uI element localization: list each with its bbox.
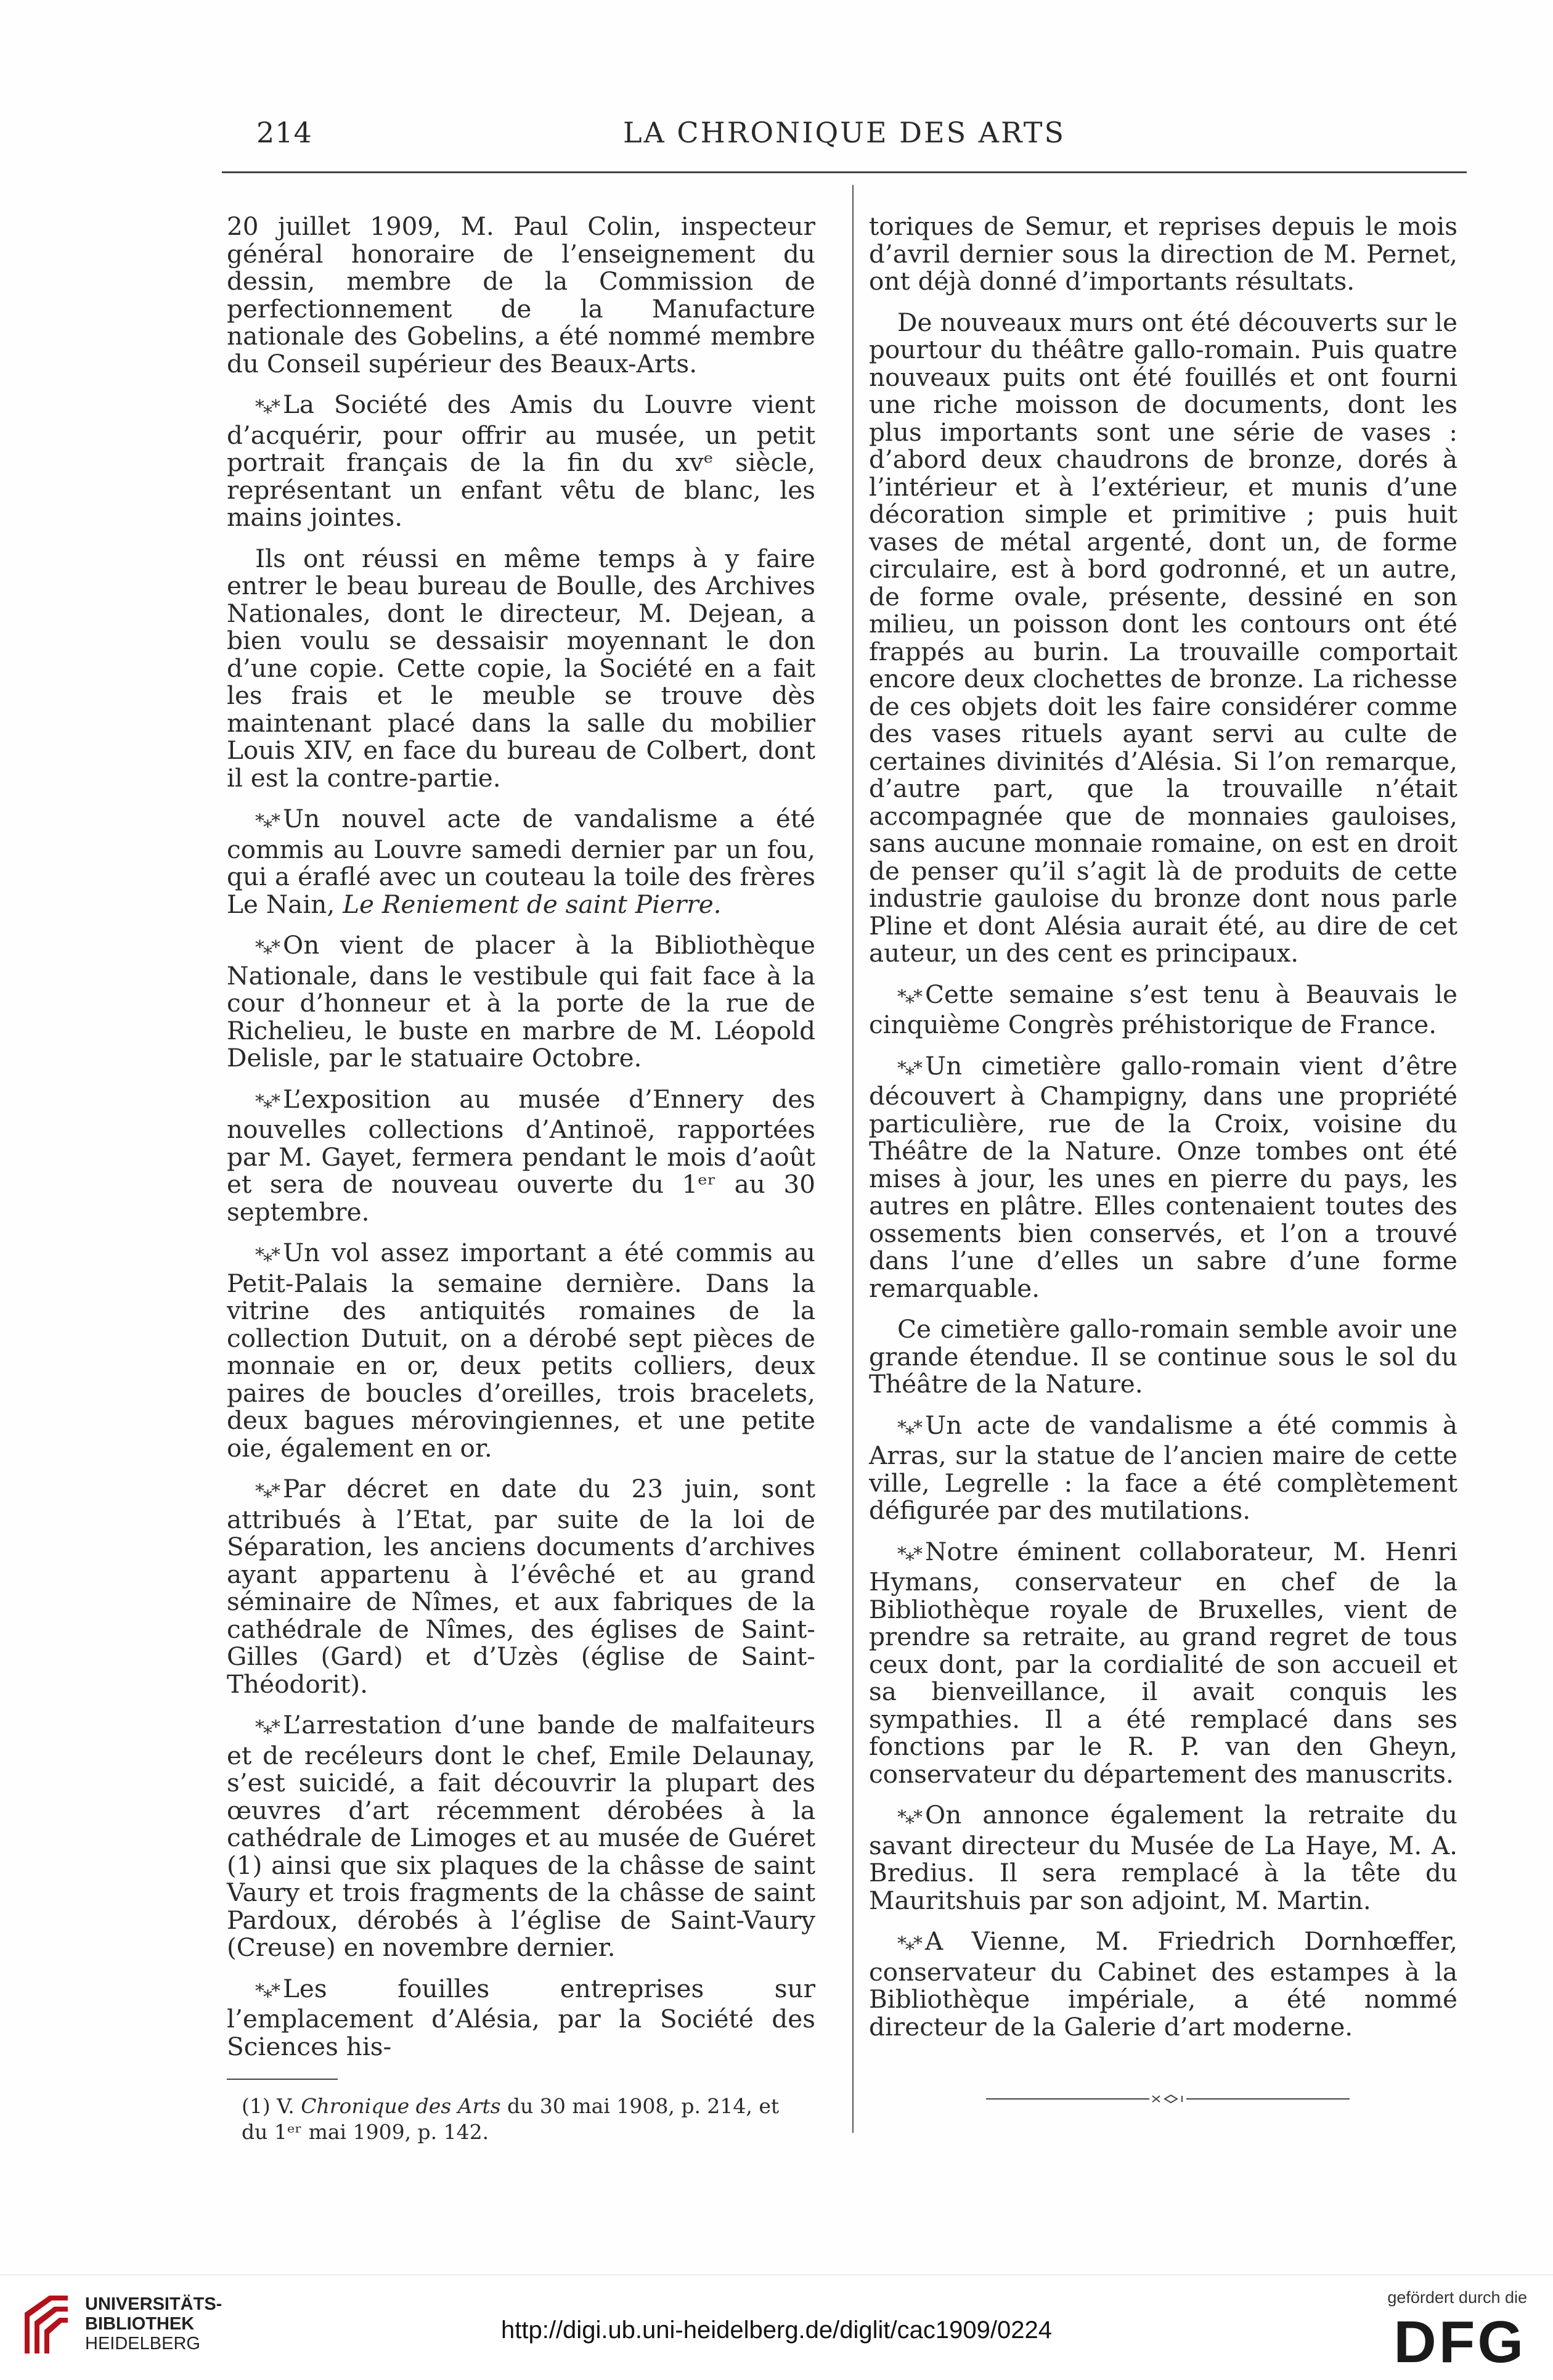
asterism: *⁎* (255, 1717, 279, 1738)
paragraph-colin: 20 juillet 1909, M. Paul Colin, inspecteur général honoraire de l’enseignement du dessin, membre de la Commission de perfectionnement de la Manufacture nationale des Gobelins, a été nommé membre du Conseil supérieur des Beaux-Arts. (227, 211, 815, 378)
page-header (222, 116, 1467, 159)
paragraph-bredius: *⁎* On annonce également la retraite du savant directeur du Musée de La Haye, M. A. Bredius. Il sera remplacé à la tête du Mauritshuis par son adjoint, M. Martin. (869, 1800, 1457, 1915)
running-title: LA CHRONIQUE DES ARTS (623, 116, 1066, 149)
paragraph-cimetiere-champigny: *⁎* Un cimetière gallo-romain vient d’être découvert à Champigny, dans une propriété particulière, rue de la Croix, voisine du Théâtre de la Nature. Onze tombes ont été mises à jour, les unes en pierre du pays, les autres en plâtre. Elles contenaient toutes des ossements bien conservés, et l’on a trouvé dans l’une d’elles un sabre d’une forme remarquable. (869, 1050, 1457, 1303)
paragraph-bureau-boulle: Ils ont réussi en même temps à y faire entrer le beau bureau de Boulle, des Archives Nationales, dont le directeur, M. Dejean, a bien voulu se dessaisir moyennant le don d’une copie. Cette copie, la Société en a fait les frais et le meuble se trouve dès maintenant placé dans la salle du mobilier Louis XIV, en face du bureau de Colbert, dont il est la contre-partie. (227, 543, 815, 793)
paragraph-exposition-ennery: *⁎* L’exposition au musée d’Ennery des nouvelles collections d’Antinoë, rapportées par M. Gayet, fermera pendant le mois d’août et sera de nouveau ouverte du 1ᵉʳ au 30 septembre. (227, 1084, 815, 1227)
paragraph-vol-petit-palais: *⁎* Un vol assez important a été commis au Petit-Palais la semaine dernière. Dans la vitrine des antiquités romaines de la collection Dutuit, on a dérobé sept pièces de monnaie en or, deux petits colliers, deux paires de boucles d’oreilles, trois bracelets, deux bagues mérovingiennes, et une petite oie, également en or. (227, 1238, 815, 1463)
asterism: *⁎* (255, 1245, 279, 1266)
paragraph-fouilles-continued: toriques de Semur, et reprises depuis le mois d’avril dernier sous la direction de M. Pernet, ont déjà donné d’importants résultats. (869, 211, 1457, 296)
page-number: 214 (256, 116, 312, 149)
paragraph-amis-du-louvre: *⁎* La Société des Amis du Louvre vient d’acquérir, pour offrir au musée, un petit portrait français de la fin du xvᵉ siècle, représentant un enfant vêtu de blanc, les mains jointes. (227, 390, 815, 532)
digital-copy-url[interactable]: http://digi.ub.uni-heidelberg.de/diglit/cac1909/0224 (501, 2317, 1052, 2344)
painting-title: Le Reniement de saint Pierre. (343, 889, 722, 919)
asterism: *⁎* (897, 1057, 921, 1079)
asterism: *⁎* (897, 1933, 921, 1955)
asterism: *⁎* (897, 986, 921, 1008)
asterism: *⁎* (255, 937, 279, 959)
paragraph-arrestation: *⁎* L’arrestation d’une bande de malfaiteurs et de recéleurs dont le chef, Emile Delaunay, s’est suicidé, a fait découvrir la plupart des œuvres d’art récemment dérobées à la cathédrale de Limoges et au musée de Guéret (1) ainsi que six plaques de la châsse de saint Vaury et trois fragments de la châsse de saint Pardoux, dérobés à l’église de Saint-Vaury (Creuse) en novembre dernier. (227, 1710, 815, 1962)
paragraph-decret-archives: *⁎* Par décret en date du 23 juin, sont attribués à l’Etat, par suite de la loi de Séparation, les anciens documents d’archives ayant appartenu à l’évêché et au grand séminaire de Nîmes, et aux fabriques de la cathédrale de Nîmes, des églises de Saint-Gilles (Gard) et d’Uzès (église de Saint-Théodorit). (227, 1474, 815, 1699)
footnote-journal: Chronique des Arts (301, 2094, 501, 2118)
paragraph-fouilles-alesia: *⁎* Les fouilles entreprises sur l’emplacement d’Alésia, par la Société des Sciences his- (227, 1973, 815, 2061)
paragraph-hymans: *⁎* Notre éminent collaborateur, M. Henri Hymans, conservateur en chef de la Bibliothèque royale de Bruxelles, vient de prendre sa retraite, au grand regret de tous ceux dont, par la cordialité de son accueil et sa bienveillance, il avait conquis les sympathies. Il a été remplacé dans ses fonctions par le R. P. van den Gheyn, conservateur du département des manuscrits. (869, 1536, 1457, 1789)
asterism: *⁎* (255, 1980, 279, 2002)
footnote: (1) V. Chronique des Arts du 30 mai 1908, p. 214, et du 1ᵉʳ mai 1909, p. 142. (242, 2094, 780, 2144)
paragraph-vandalisme-louvre: *⁎* Un nouvel acte de vandalisme a été commis au Louvre samedi dernier par un fou, qui a éraflé avec un couteau la toile des frères Le Nain, Le Reniement de saint Pierre. (227, 804, 815, 919)
asterism: *⁎* (255, 811, 279, 832)
asterism: *⁎* (897, 1807, 921, 1828)
asterism: *⁎* (255, 1481, 279, 1502)
dfg-logo: DFG (1393, 2309, 1526, 2375)
asterism: *⁎* (897, 1417, 921, 1439)
funding-caption: gefördert durch die (1387, 2288, 1527, 2307)
asterism: *⁎* (255, 1090, 279, 1113)
header-rule (222, 171, 1467, 173)
paragraph-cimetiere-etendue: Ce cimetière gallo-romain semble avoir une grande étendue. Il se continue sous le sol du Théâtre de la Nature. (869, 1314, 1457, 1399)
footnote-rule (227, 2079, 338, 2080)
column-divider (852, 185, 854, 2133)
library-name: UNIVERSITÄTS- BIBLIOTHEK HEIDELBERG (85, 2294, 222, 2353)
asterism: *⁎* (897, 1543, 921, 1565)
paragraph-vandalisme-arras: *⁎* Un acte de vandalisme a été commis à Arras, sur la statue de l’ancien maire de cette ville, Legrelle : la face a été complètement défigurée par des mutilations. (869, 1410, 1457, 1525)
paragraph-buste-delisle: *⁎* On vient de placer à la Bibliothèque Nationale, dans le vestibule qui fait face à la cour d’honneur et à la porte de la rue de Richelieu, le buste en marbre de M. Léopold Delisle, par le statuaire Octobre. (227, 930, 815, 1073)
paragraph-vases-alesia: De nouveaux murs ont été découverts sur le pourtour du théâtre gallo-romain. Puis quatre nouveaux puits ont été fouillés et ont fourni une riche moisson de documents, dont les plus importants sont une série de vases : d’abord deux chaudrons de bronze, dorés à l’intérieur et à l’extérieur, et munis d’une décoration simple et primitive ; puis huit vases de métal argenté, dont un, de forme circulaire, est à bord godronné, et un autre, de forme ovale, présente, dessiné en son milieu, un poisson dont les contours ont été frappés au burin. La trouvaille comportait encore deux clochettes de bronze. La richesse de ces objets doit les faire considérer comme des vases rituels ayant servi au culte de certaines divinités d’Alésia. Si l’on remarque, d’autre part, que la trouvaille n’était accompagnée que de monnaies gauloises, sans aucune monnaie romaine, on est en droit de penser qu’il s’agit là de produits de cette industrie gauloise du bronze dont nous parle Pline et dont Alésia aurait été, au dire de cet auteur, un des cent es principaux. (869, 307, 1457, 968)
right-column (869, 213, 1457, 2054)
paragraph-dornhoeffer: *⁎* A Vienne, M. Friedrich Dornhœffer, conservateur du Cabinet des estampes à la Bibliothèque impériale, a été nommé directeur de la Galerie d’art moderne. (869, 1926, 1457, 2042)
left-column (227, 213, 815, 2060)
end-ornament (986, 2095, 1350, 2103)
paragraph-congres-beauvais: *⁎* Cette semaine s’est tenu à Beauvais le cinquième Congrès préhistorique de France. (869, 979, 1457, 1039)
asterism: *⁎* (255, 396, 279, 418)
